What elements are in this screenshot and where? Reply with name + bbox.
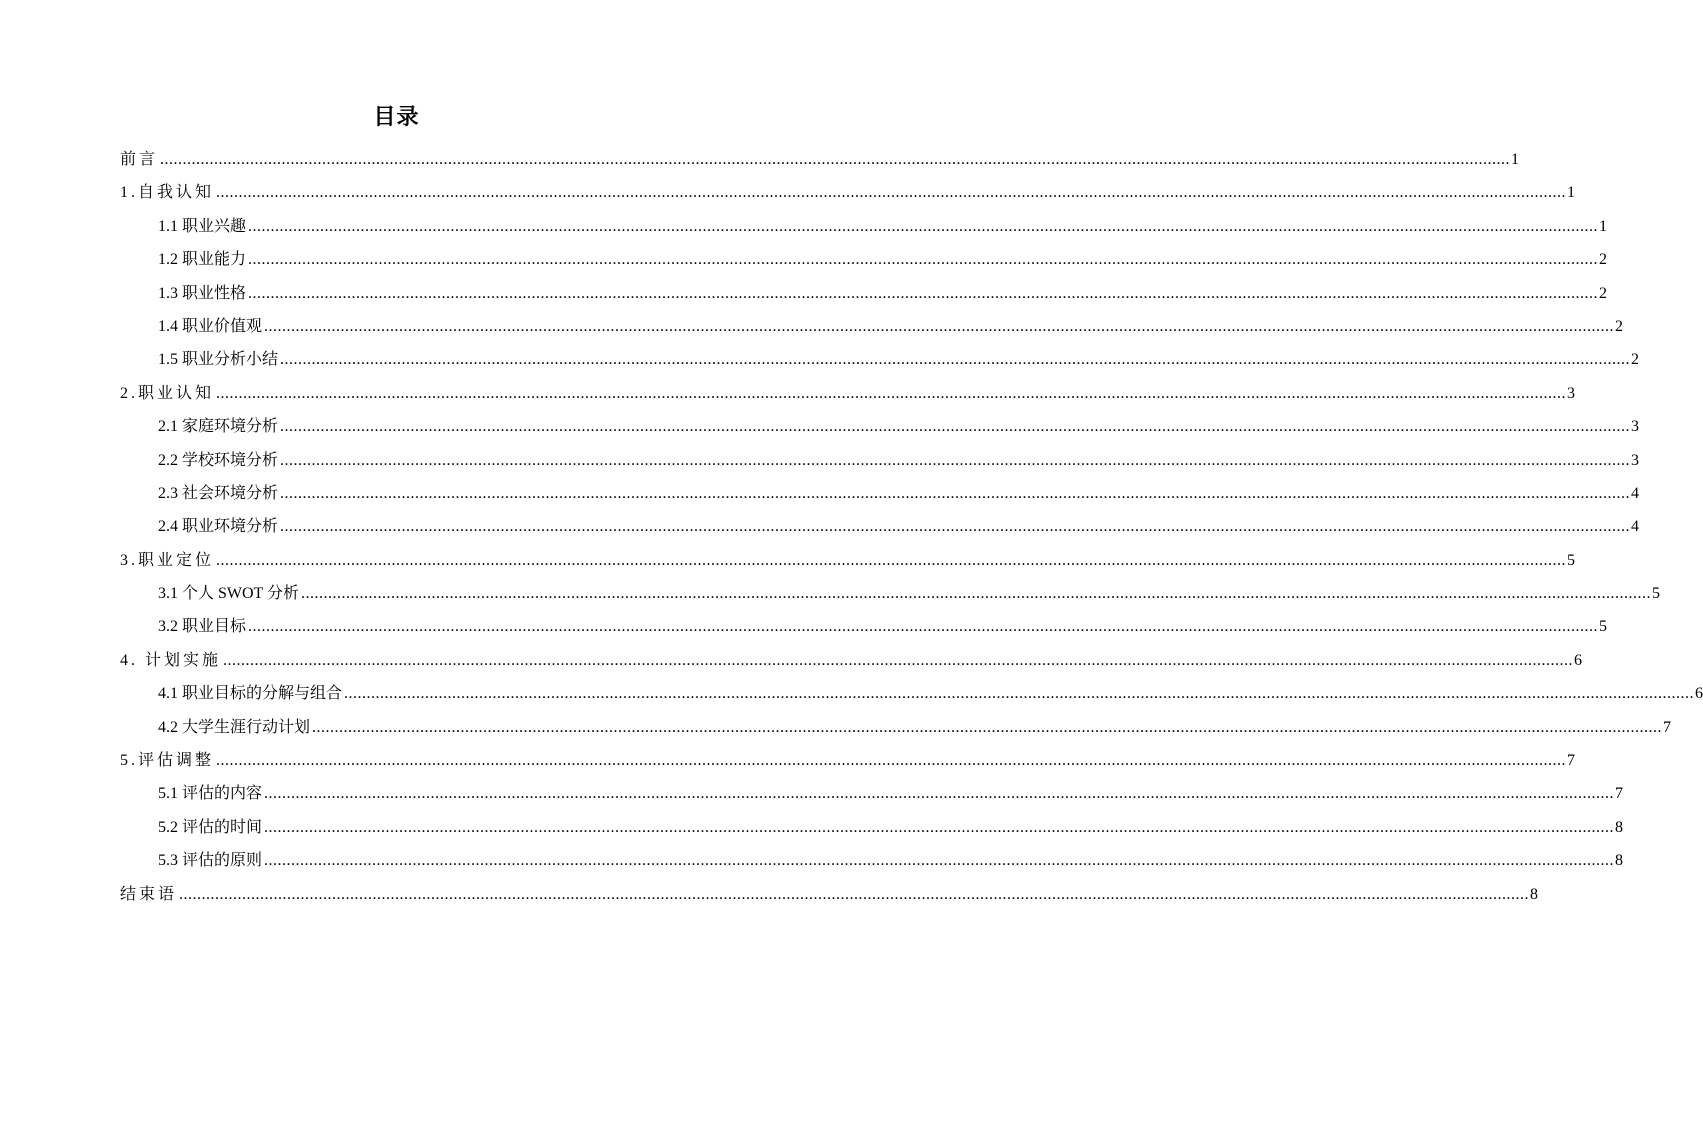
toc-entry[interactable] [120, 577, 1661, 610]
toc-entry-label: 3.2 职业目标 [158, 618, 247, 636]
toc-entry-label: 2.2 学校环境分析 [158, 451, 279, 469]
dot-leader: ............................................................................................................................................................................................................................................................................................................ [280, 484, 1631, 502]
toc-entry-page-number: 7 [1663, 718, 1672, 736]
dot-leader: ............................................................................................................................................................................................................................................................................................................ [248, 217, 1599, 235]
toc-entry-label: 1.3 职业性格 [158, 284, 247, 302]
toc-entry-label: 4. 计划实施 [120, 651, 222, 669]
toc-entry[interactable] [120, 277, 1608, 310]
toc-entry[interactable] [120, 544, 1576, 577]
toc-entry[interactable] [120, 377, 1576, 410]
toc-entry-page-number: 1 [1599, 217, 1608, 235]
toc-entry-label: 结束语 [120, 885, 178, 903]
dot-leader: ............................................................................................................................................................................................................................................................................................................ [179, 885, 1530, 903]
toc-entry-page-number: 6 [1574, 651, 1583, 669]
toc-entry-label: 2.4 职业环境分析 [158, 518, 279, 536]
dot-leader: ............................................................................................................................................................................................................................................................................................................ [248, 618, 1599, 636]
toc-entry[interactable] [120, 644, 1583, 677]
toc-entry[interactable] [120, 210, 1608, 243]
dot-leader: ............................................................................................................................................................................................................................................................................................................ [301, 585, 1652, 603]
toc-title: 目录 [373, 104, 420, 129]
toc-entry[interactable] [120, 143, 1520, 176]
toc-entry-label: 1.2 职业能力 [158, 251, 247, 269]
toc-entry[interactable] [120, 744, 1576, 777]
toc-entry[interactable] [120, 777, 1624, 810]
toc-entry[interactable] [120, 310, 1624, 343]
dot-leader: ............................................................................................................................................................................................................................................................................................................ [216, 184, 1567, 202]
toc-entry-page-number: 1 [1567, 184, 1576, 202]
toc-entry-page-number: 6 [1695, 685, 1703, 703]
toc-entry-page-number: 2 [1599, 284, 1608, 302]
toc-entry-page-number: 4 [1631, 518, 1640, 536]
toc-entry[interactable] [120, 477, 1640, 510]
table-of-contents [120, 143, 1703, 911]
toc-entry-label: 1.4 职业价值观 [158, 317, 263, 335]
toc-entry-page-number: 3 [1567, 384, 1576, 402]
toc-entry-label: 5.2 评估的时间 [158, 818, 263, 836]
toc-entry[interactable] [120, 711, 1672, 744]
dot-leader: ............................................................................................................................................................................................................................................................................................................ [216, 551, 1567, 569]
toc-entry-page-number: 8 [1530, 885, 1539, 903]
toc-entry-label: 2.3 社会环境分析 [158, 484, 279, 502]
toc-entry-label: 4.1 职业目标的分解与组合 [158, 685, 343, 703]
dot-leader: ............................................................................................................................................................................................................................................................................................................ [223, 651, 1574, 669]
toc-entry[interactable] [120, 243, 1608, 276]
dot-leader: ............................................................................................................................................................................................................................................................................................................ [280, 351, 1631, 369]
toc-entry-label: 前言 [120, 151, 159, 168]
toc-entry-page-number: 2 [1631, 351, 1640, 369]
dot-leader: ............................................................................................................................................................................................................................................................................................................ [280, 451, 1631, 469]
dot-leader: ............................................................................................................................................................................................................................................................................................................ [216, 752, 1567, 770]
toc-entry-page-number: 3 [1631, 451, 1640, 469]
toc-entry-label: 5.1 评估的内容 [158, 785, 263, 803]
dot-leader: ............................................................................................................................................................................................................................................................................................................ [216, 384, 1567, 402]
toc-entry-label: 3.1 个人 SWOT 分析 [158, 585, 300, 603]
toc-entry-label: 5.3 评估的原则 [158, 852, 263, 870]
toc-entry[interactable] [120, 677, 1703, 710]
toc-entry[interactable] [120, 176, 1576, 209]
toc-entry-label: 2.1 家庭环境分析 [158, 418, 279, 436]
toc-entry[interactable] [120, 444, 1640, 477]
dot-leader: ............................................................................................................................................................................................................................................................................................................ [248, 284, 1599, 302]
toc-entry-page-number: 7 [1567, 752, 1576, 770]
toc-entry-page-number: 4 [1631, 484, 1640, 502]
toc-entry-label: 1.自我认知 [120, 184, 215, 202]
toc-entry[interactable] [120, 878, 1539, 911]
toc-entry-label: 5.评估调整 [120, 752, 215, 770]
toc-entry-label: 4.2 大学生涯行动计划 [158, 718, 311, 736]
toc-entry[interactable] [120, 510, 1640, 543]
toc-entry-page-number: 1 [1511, 151, 1520, 168]
toc-entry[interactable] [120, 610, 1608, 643]
toc-entry-page-number: 5 [1652, 585, 1661, 603]
toc-entry-page-number: 3 [1631, 418, 1640, 436]
toc-entry-page-number: 7 [1615, 785, 1624, 803]
toc-entry-label: 1.1 职业兴趣 [158, 217, 247, 235]
dot-leader: ............................................................................................................................................................................................................................................................................................................ [264, 785, 1615, 803]
toc-entry[interactable] [120, 343, 1640, 376]
dot-leader: ............................................................................................................................................................................................................................................................................................................ [280, 518, 1631, 536]
dot-leader: ............................................................................................................................................................................................................................................................................................................ [264, 818, 1615, 836]
toc-entry-page-number: 5 [1567, 551, 1576, 569]
toc-entry-label: 2.职业认知 [120, 384, 215, 402]
toc-entry[interactable] [120, 844, 1624, 877]
dot-leader: ............................................................................................................................................................................................................................................................................................................ [264, 317, 1615, 335]
toc-entry-label: 3.职业定位 [120, 551, 215, 569]
dot-leader: ............................................................................................................................................................................................................................................................................................................ [248, 251, 1599, 269]
toc-entry-page-number: 8 [1615, 818, 1624, 836]
toc-entry[interactable] [120, 410, 1640, 443]
toc-entry-page-number: 2 [1599, 251, 1608, 269]
toc-entry-label: 1.5 职业分析小结 [158, 351, 279, 369]
toc-entry[interactable] [120, 811, 1624, 844]
dot-leader: ............................................................................................................................................................................................................................................................................................................ [344, 685, 1695, 703]
toc-entry-page-number: 2 [1615, 317, 1624, 335]
dot-leader: ............................................................................................................................................................................................................................................................................................................ [160, 151, 1511, 168]
toc-entry-page-number: 8 [1615, 852, 1624, 870]
dot-leader: ............................................................................................................................................................................................................................................................................................................ [312, 718, 1663, 736]
dot-leader: ............................................................................................................................................................................................................................................................................................................ [280, 418, 1631, 436]
toc-entry-page-number: 5 [1599, 618, 1608, 636]
dot-leader: ............................................................................................................................................................................................................................................................................................................ [264, 852, 1615, 870]
